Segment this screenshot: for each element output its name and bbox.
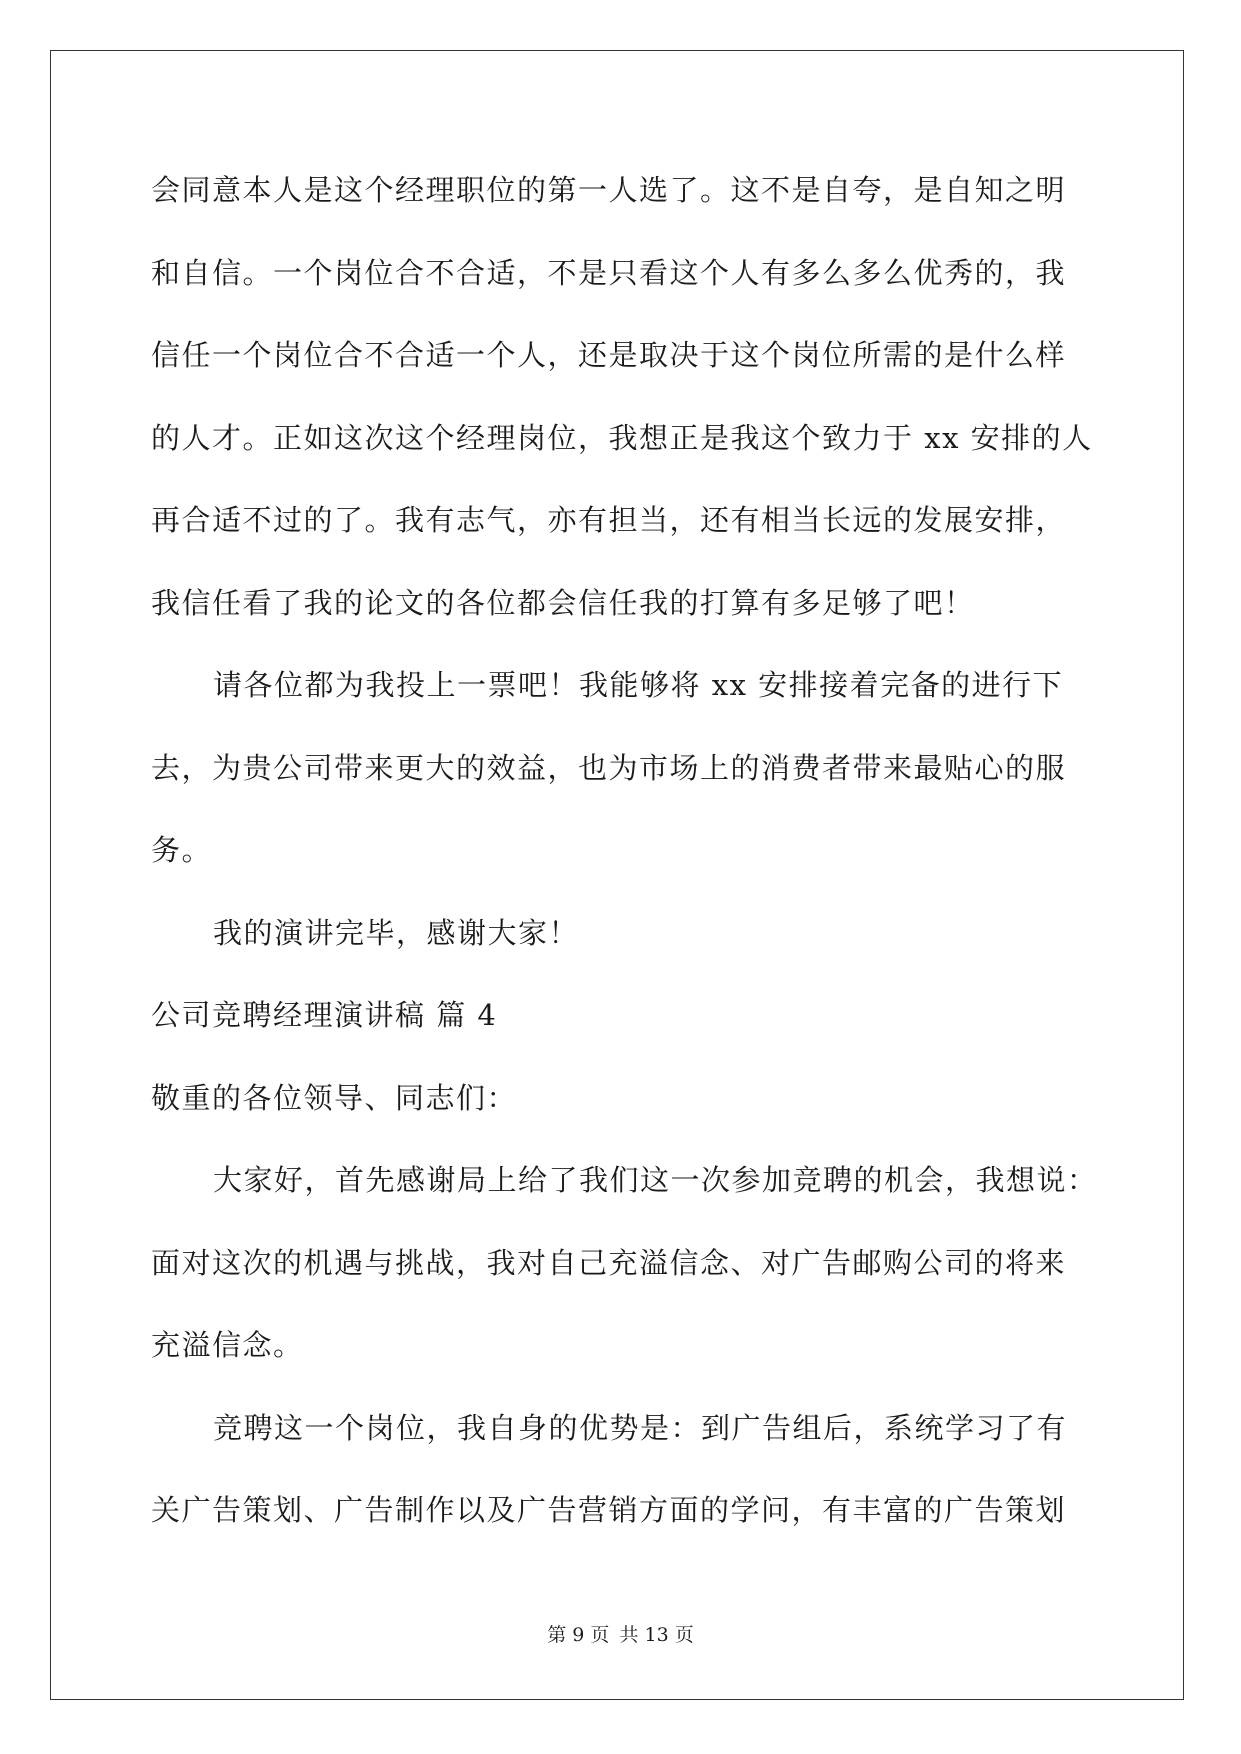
text-line: 充溢信念。 (151, 1328, 304, 1362)
salutation: 敬重的各位领导、同志们： (151, 1080, 518, 1115)
text-line: 我信任看了我的论文的各位都会信任我的打算有多足够了吧！ (151, 585, 975, 620)
text-line: 信任一个岗位合不合适一个人，还是取决于这个岗位所需的是什么样 (151, 338, 1067, 372)
paragraph-start: 请各位都为我投上一票吧！我能够将 xx 安排接着完备的进行下 (213, 668, 1064, 702)
text-line: 面对这次的机遇与挑战，我对自己充溢信念、对广告邮购公司的将来 (151, 1245, 1067, 1280)
page-footer (0, 1620, 1241, 1647)
text-line: 关广告策划、广告制作以及广告营销方面的学问，有丰富的广告策划 (151, 1493, 1067, 1527)
paragraph-start: 我的演讲完毕，感谢大家！ (213, 915, 580, 950)
page-number: 第 9 页 (547, 1624, 610, 1646)
text-line: 再合适不过的了。我有志气，亦有担当，还有相当长远的发展安排， (151, 503, 1067, 537)
document-body (151, 160, 1098, 1563)
text-line: 和自信。一个岗位合不合适，不是只看这个人有多么多么优秀的，我 (151, 255, 1067, 290)
text-line: 的人才。正如这次这个经理岗位，我想正是我这个致力于 xx 安排的人 (151, 420, 1093, 455)
text-line: 务。 (151, 833, 213, 867)
paragraph-start: 大家好，首先感谢局上给了我们这一次参加竞聘的机会，我想说： (213, 1163, 1098, 1197)
text-line: 会同意本人是这个经理职位的第一人选了。这不是自夸，是自知之明 (151, 173, 1067, 207)
paragraph-start: 竞聘这一个岗位，我自身的优势是：到广告组后，系统学习了有 (213, 1410, 1068, 1445)
section-heading: 公司竞聘经理演讲稿 篇 4 (151, 998, 498, 1032)
text-line: 去，为贵公司带来更大的效益，也为市场上的消费者带来最贴心的服 (151, 750, 1067, 785)
page-total: 共 13 页 (619, 1624, 694, 1646)
